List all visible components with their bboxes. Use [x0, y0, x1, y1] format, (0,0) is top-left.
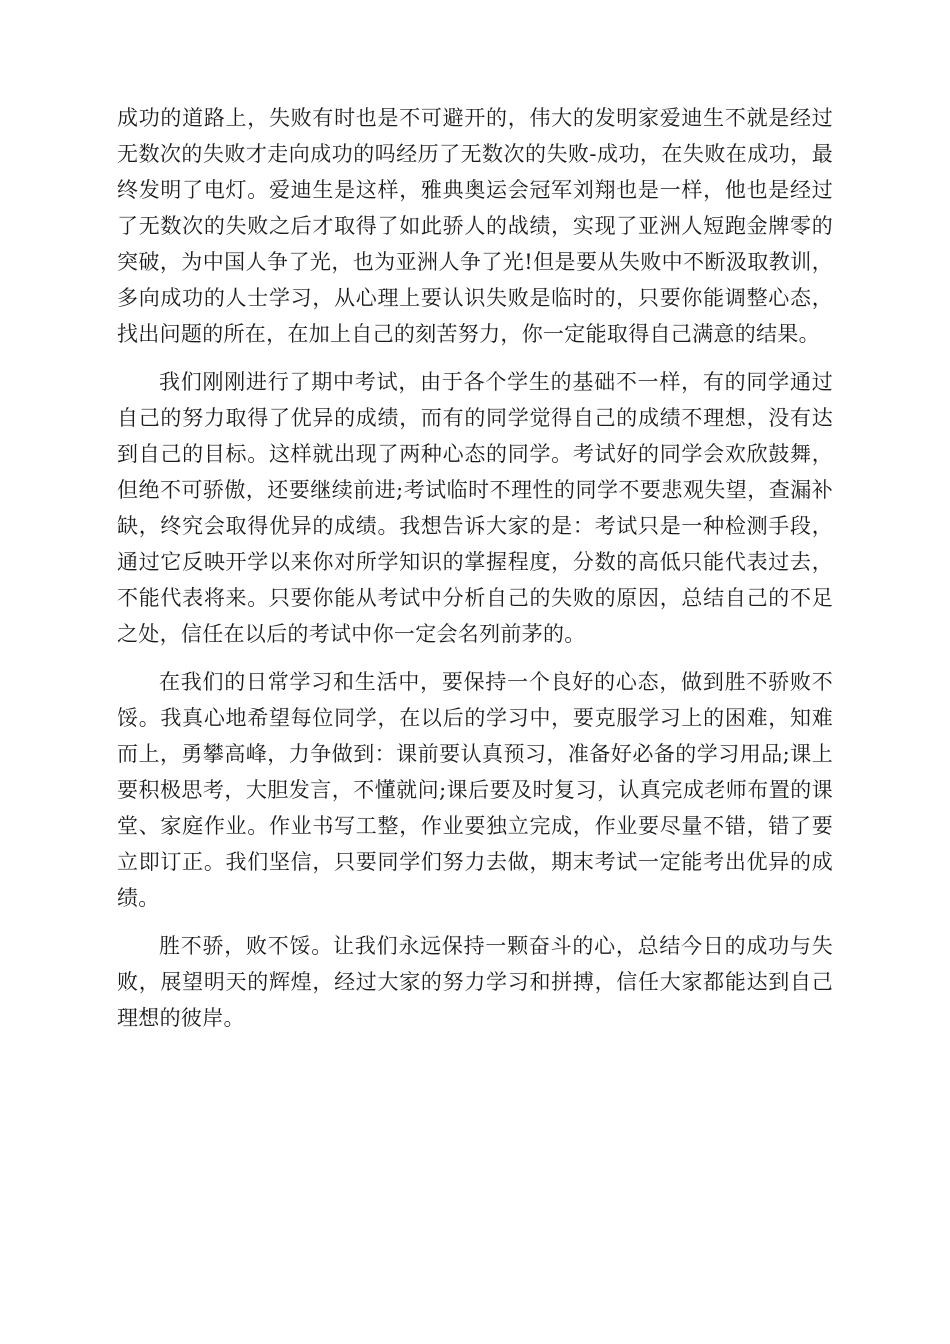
paragraph-study-habits: 在我们的日常学习和生活中，要保持一个良好的心态，做到胜不骄败不馁。我真心地希望每位同学，在以后的学习中，要克服学习上的困难，知难而上，勇攀高峰，力争做到：课前要认真预习，准备好必备的学习用品;课上要积极思考，大胆发言，不懂就问;课后要及时复习，认真完成老师布置的课堂、家庭作业。作业书写工整，作业要独立完成，作业要尽量不错，错了要立即订正。我们坚信，只要同学们努力去做，期末考试一定能考出优异的成绩。: [117, 670, 833, 910]
paragraph-continuation: 成功的道路上，失败有时也是不可避开的，伟大的发明家爱迪生不就是经过无数次的失败才走向成功的吗经历了无数次的失败-成功，在失败在成功，最终发明了电灯。爱迪生是这样，雅典奥运会冠军刘翔也是一样，他也是经过了无数次的失败之后才取得了如此骄人的战绩，实现了亚洲人短跑金牌零的突破，为中国人争了光，也为亚洲人争了光!但是要从失败中不断汲取教训，多向成功的人士学习，从心理上要认识失败是临时的，只要你能调整心态，找出问题的所在，在加上自己的刻苦努力，你一定能取得自己满意的结果。: [117, 106, 833, 346]
paragraph-midterm-exam: 我们刚刚进行了期中考试，由于各个学生的基础不一样，有的同学通过自己的努力取得了优异的成绩，而有的同学觉得自己的成绩不理想，没有达到自己的目标。这样就出现了两种心态的同学。考试好的同学会欢欣鼓舞，但绝不可骄傲，还要继续前进;考试临时不理性的同学不要悲观失望，查漏补缺，终究会取得优异的成绩。我想告诉大家的是：考试只是一种检测手段，通过它反映开学以来你对所学知识的掌握程度，分数的高低只能代表过去，不能代表将来。只要你能从考试中分析自己的失败的原因，总结自己的不足之处，信任在以后的考试中你一定会名列前茅的。: [117, 370, 833, 646]
document-body: [117, 100, 833, 1048]
paragraph-conclusion: 胜不骄，败不馁。让我们永远保持一颗奋斗的心，总结今日的成功与失败，展望明天的辉煌，经过大家的努力学习和拼搏，信任大家都能达到自己理想的彼岸。: [117, 934, 833, 1030]
